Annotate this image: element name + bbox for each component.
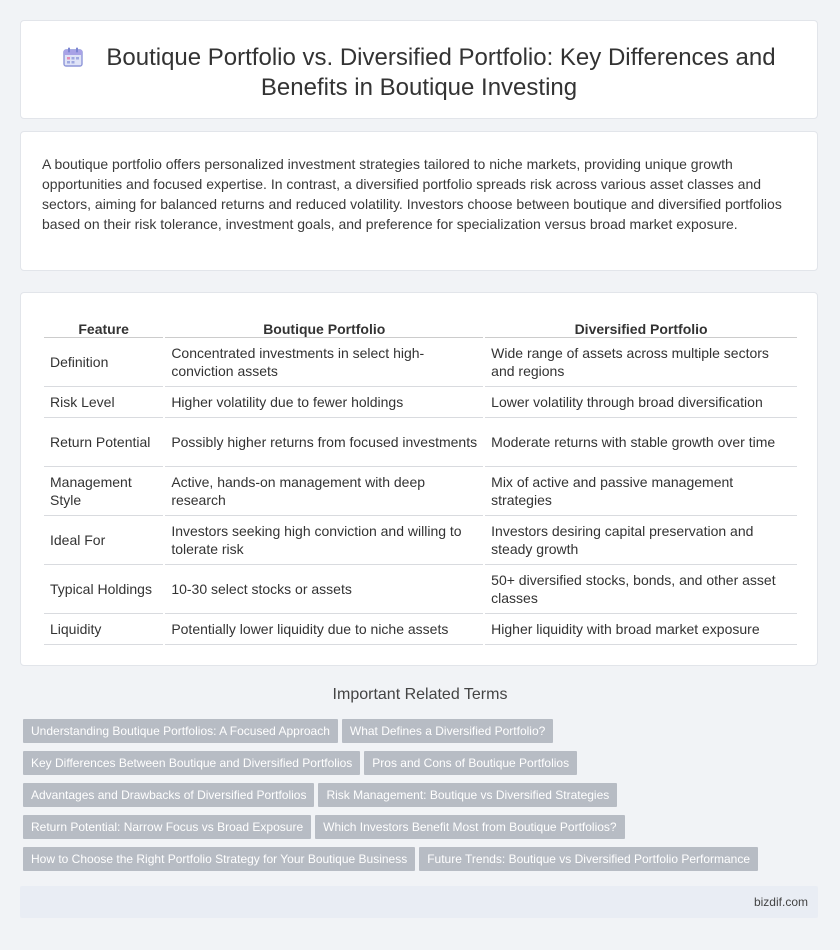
- calendar-icon: [62, 46, 84, 68]
- summary-text: A boutique portfolio offers personalized investment strategies tailored to niche markets, providing unique growth opportunities and focused expertise. In contrast, a diversified portfolio spreads risk across various asset classes and sectors, aiming for balanced returns and reduced volatility. Investors choose between boutique and diversified portfolios based on their risk tolerance, investment goals, and preference for specialization versus broad market exposure.: [42, 156, 782, 232]
- header-card: [20, 20, 818, 119]
- header-boutique: Boutique Portfolio: [165, 315, 483, 338]
- summary-card: [20, 131, 818, 271]
- table-cell: Investors desiring capital preservation and steady growth: [485, 516, 797, 565]
- table-cell: Management Style: [44, 467, 163, 516]
- comparison-table: [42, 315, 799, 645]
- related-term-link[interactable]: Risk Management: Boutique vs Diversified Strategies: [318, 783, 617, 807]
- related-term-link[interactable]: Understanding Boutique Portfolios: A Focused Approach: [23, 719, 338, 743]
- table-cell: 50+ diversified stocks, bonds, and other asset classes: [485, 565, 797, 614]
- title-line-1: Boutique Portfolio vs. Diversified Portfolio: Key Differences and: [106, 44, 776, 71]
- comparison-table-card: [20, 292, 818, 666]
- related-term-link[interactable]: Advantages and Drawbacks of Diversified Portfolios: [23, 783, 314, 807]
- table-cell: Liquidity: [44, 614, 163, 645]
- table-cell: 10-30 select stocks or assets: [165, 565, 483, 614]
- table-row: [44, 387, 797, 418]
- footer-site-link[interactable]: bizdif.com: [753, 895, 808, 909]
- footer: [20, 886, 818, 918]
- related-term-link[interactable]: What Defines a Diversified Portfolio?: [342, 719, 553, 743]
- table-cell: Active, hands-on management with deep research: [165, 467, 483, 516]
- related-terms-title: Important Related Terms: [332, 686, 508, 703]
- table-cell: Investors seeking high conviction and willing to tolerate risk: [165, 516, 483, 565]
- table-row: [44, 614, 797, 645]
- table-cell: Higher volatility due to fewer holdings: [165, 387, 483, 418]
- table-cell: Definition: [44, 338, 163, 387]
- table-cell: Moderate returns with stable growth over time: [485, 418, 797, 467]
- related-term-link[interactable]: Key Differences Between Boutique and Diversified Portfolios: [23, 751, 360, 775]
- table-row: [44, 338, 797, 387]
- table-row: [44, 516, 797, 565]
- page-title: [21, 43, 817, 103]
- table-header-row: [44, 315, 797, 338]
- table-cell: Potentially lower liquidity due to niche assets: [165, 614, 483, 645]
- table-cell: Higher liquidity with broad market exposure: [485, 614, 797, 645]
- table-cell: Typical Holdings: [44, 565, 163, 614]
- header-diversified: Diversified Portfolio: [485, 315, 797, 338]
- table-cell: Lower volatility through broad diversification: [485, 387, 797, 418]
- related-term-link[interactable]: Pros and Cons of Boutique Portfolios: [364, 751, 577, 775]
- table-row: [44, 467, 797, 516]
- table-cell: Wide range of assets across multiple sectors and regions: [485, 338, 797, 387]
- table-cell: Return Potential: [44, 418, 163, 467]
- title-line-2: Benefits in Boutique Investing: [260, 74, 578, 101]
- table-row: [44, 565, 797, 614]
- related-term-link[interactable]: Return Potential: Narrow Focus vs Broad Exposure: [23, 815, 311, 839]
- table-cell: Ideal For: [44, 516, 163, 565]
- related-term-link[interactable]: Which Investors Benefit Most from Boutique Portfolios?: [315, 815, 624, 839]
- related-term-link[interactable]: Future Trends: Boutique vs Diversified Portfolio Performance: [419, 847, 758, 871]
- table-cell: Mix of active and passive management strategies: [485, 467, 797, 516]
- header-feature: Feature: [44, 315, 163, 338]
- related-term-link[interactable]: How to Choose the Right Portfolio Strategy for Your Boutique Business: [23, 847, 415, 871]
- table-cell: Possibly higher returns from focused investments: [165, 418, 483, 467]
- related-terms-list: [23, 719, 823, 879]
- table-row: [44, 418, 797, 467]
- table-cell: Concentrated investments in select high-conviction assets: [165, 338, 483, 387]
- table-cell: Risk Level: [44, 387, 163, 418]
